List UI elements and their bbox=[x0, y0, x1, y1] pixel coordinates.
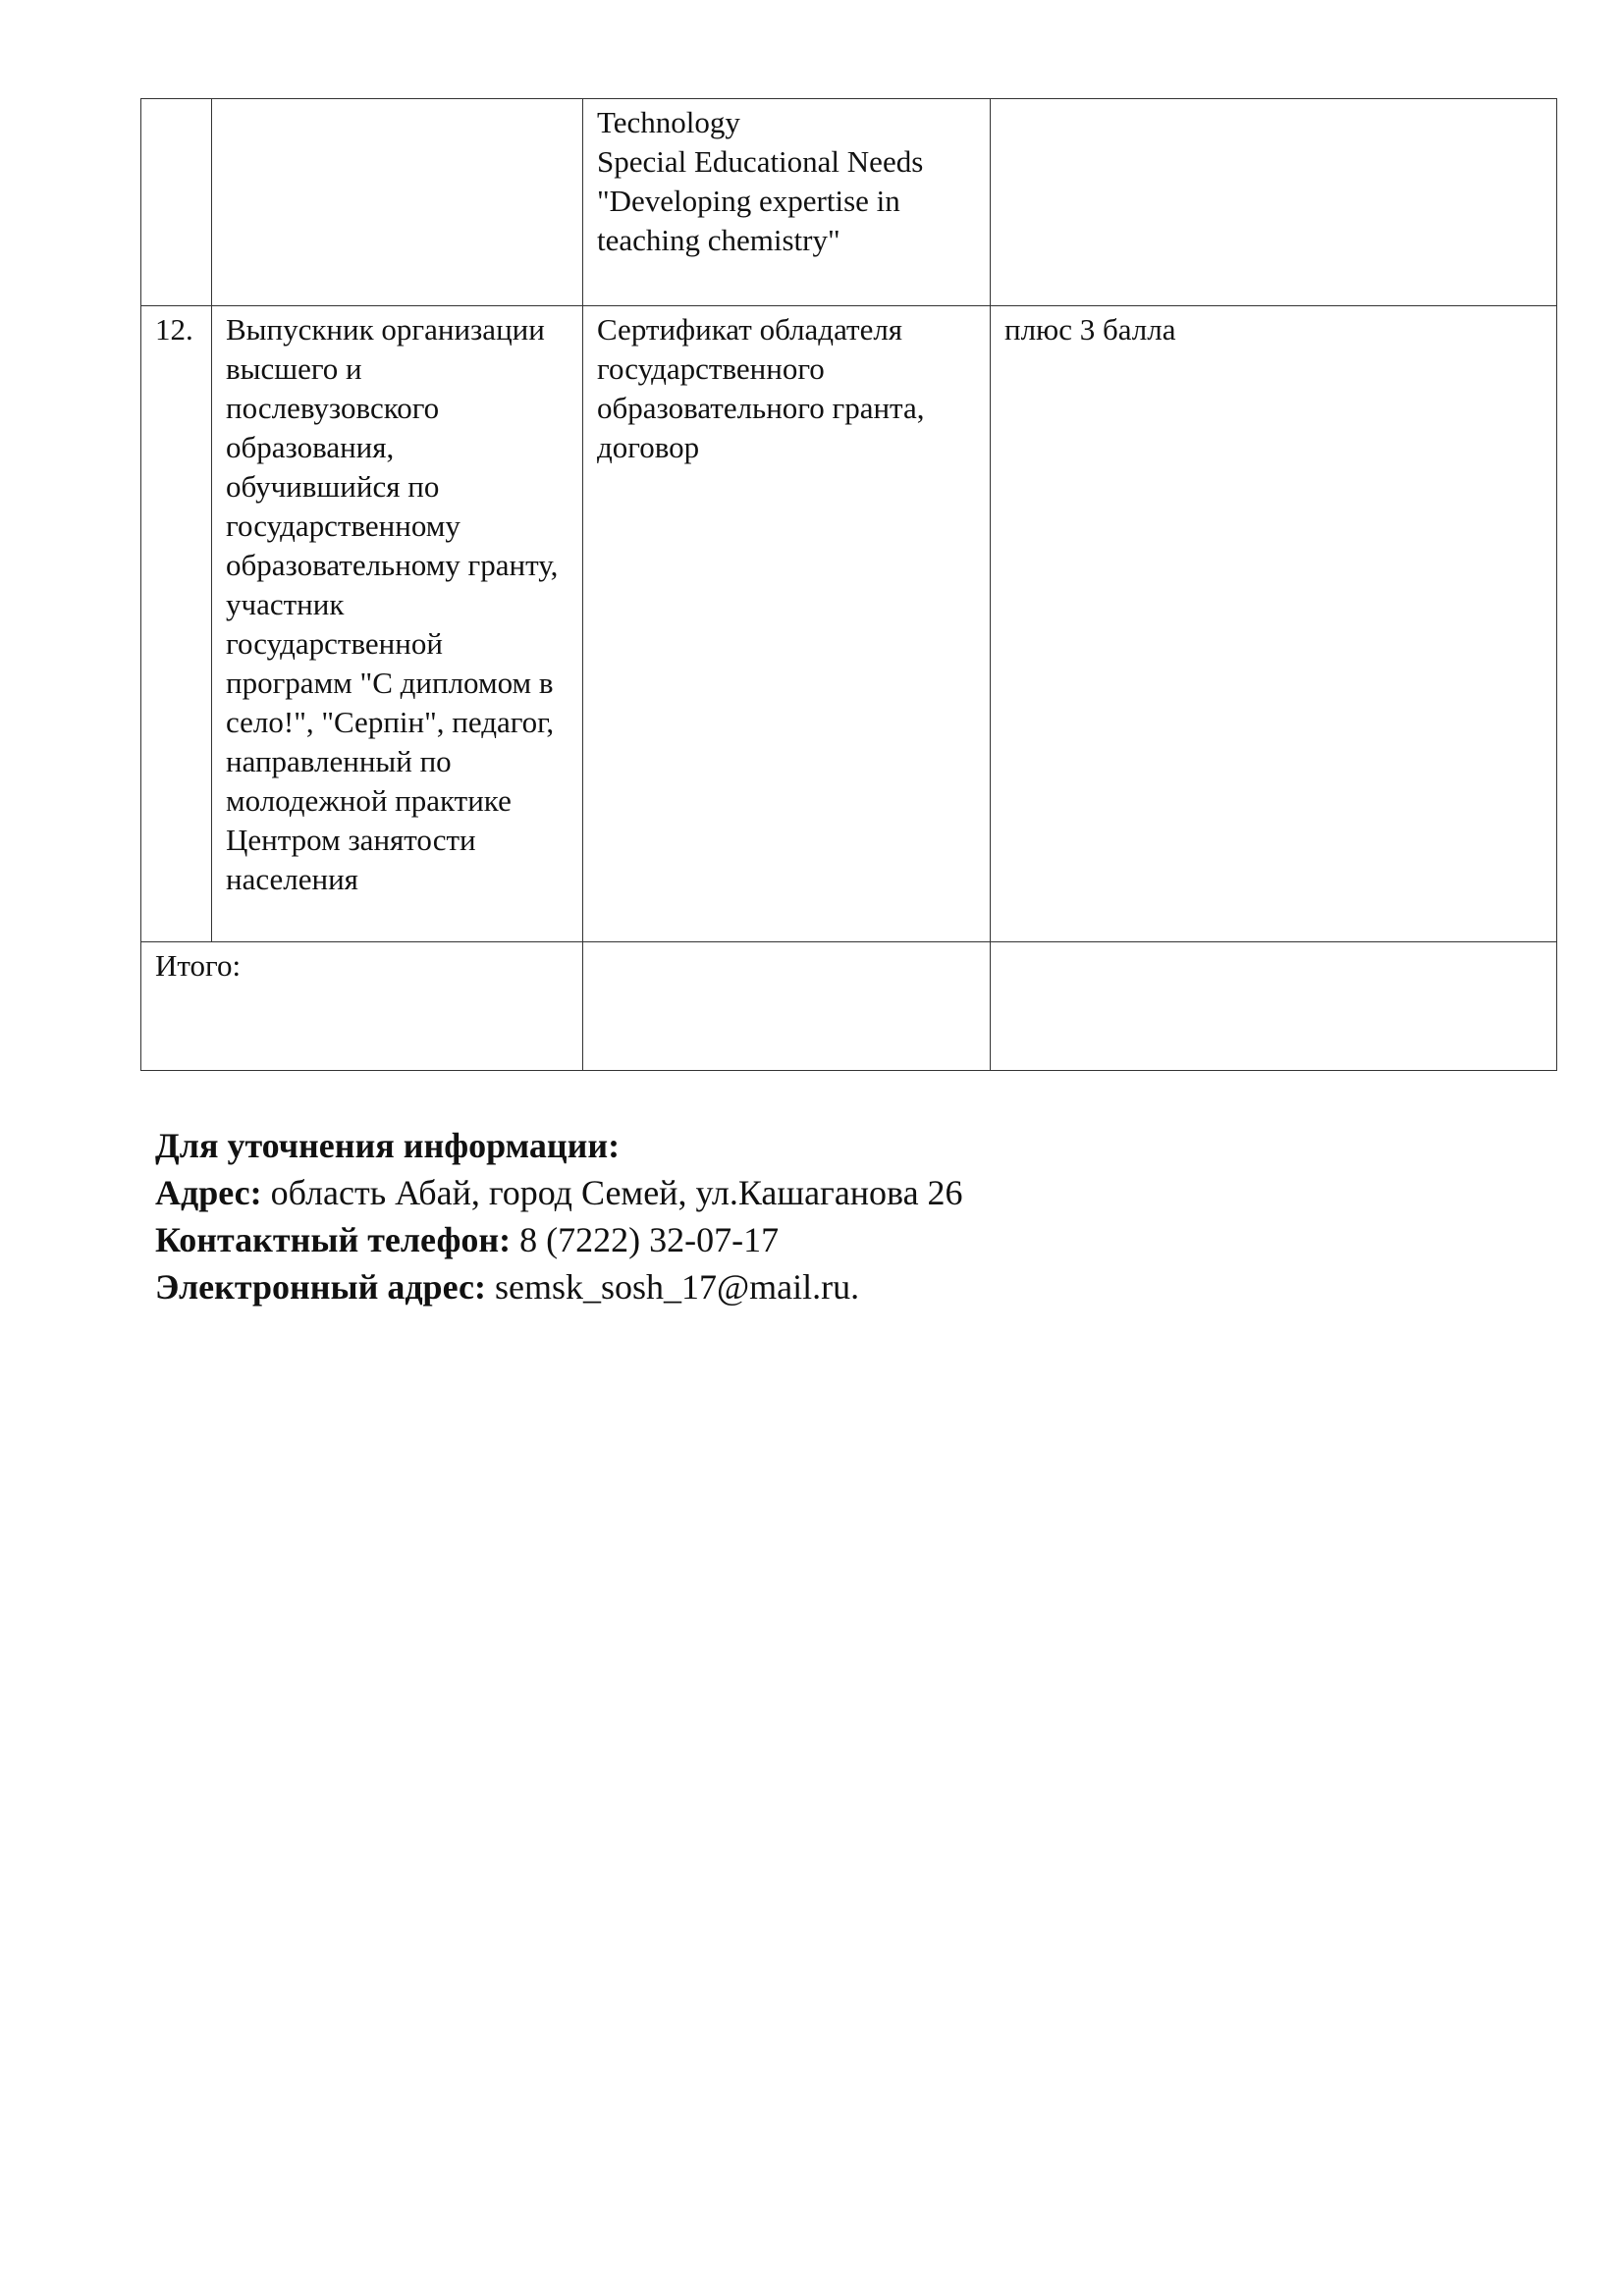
address-line bbox=[155, 1169, 963, 1216]
criteria-table bbox=[140, 98, 1557, 1071]
total-label-cell: Итого: bbox=[141, 942, 583, 1071]
email-line bbox=[155, 1263, 963, 1310]
table-row bbox=[141, 306, 1557, 942]
email-label: Электронный адрес: bbox=[155, 1267, 486, 1307]
criterion-cell: Выпускник организации высшего и послевузовского образования, обучившийся по государственному образовательному гранту, участник государственной программ "С дипломом в село!", "Серпін", педагог, направленный по молодежной практике Центром занятости населения bbox=[212, 306, 583, 942]
criterion-cell bbox=[212, 99, 583, 306]
document-cell: Сертификат обладателя государственного образовательного гранта, договор bbox=[583, 306, 991, 942]
address-label: Адрес: bbox=[155, 1173, 262, 1212]
table-row bbox=[141, 99, 1557, 306]
contact-info bbox=[155, 1122, 963, 1310]
phone-value: 8 (7222) 32-07-17 bbox=[511, 1220, 780, 1259]
phone-label: Контактный телефон: bbox=[155, 1220, 512, 1259]
row-number-cell: 12. bbox=[141, 306, 212, 942]
contact-heading bbox=[155, 1122, 963, 1169]
points-cell: плюс 3 балла bbox=[991, 306, 1557, 942]
document-cell: Technology Special Educational Needs "Developing expertise in teaching chemistry" bbox=[583, 99, 991, 306]
row-number-cell bbox=[141, 99, 212, 306]
total-document-cell bbox=[583, 942, 991, 1071]
total-points-cell bbox=[991, 942, 1557, 1071]
address-value: область Абай, город Семей, ул.Кашаганова 26 bbox=[261, 1173, 963, 1212]
phone-line bbox=[155, 1216, 963, 1263]
email-value: semsk_sosh_17@mail.ru. bbox=[485, 1267, 860, 1307]
contact-heading-text: Для уточнения информации: bbox=[155, 1126, 621, 1165]
points-cell bbox=[991, 99, 1557, 306]
total-row bbox=[141, 942, 1557, 1071]
